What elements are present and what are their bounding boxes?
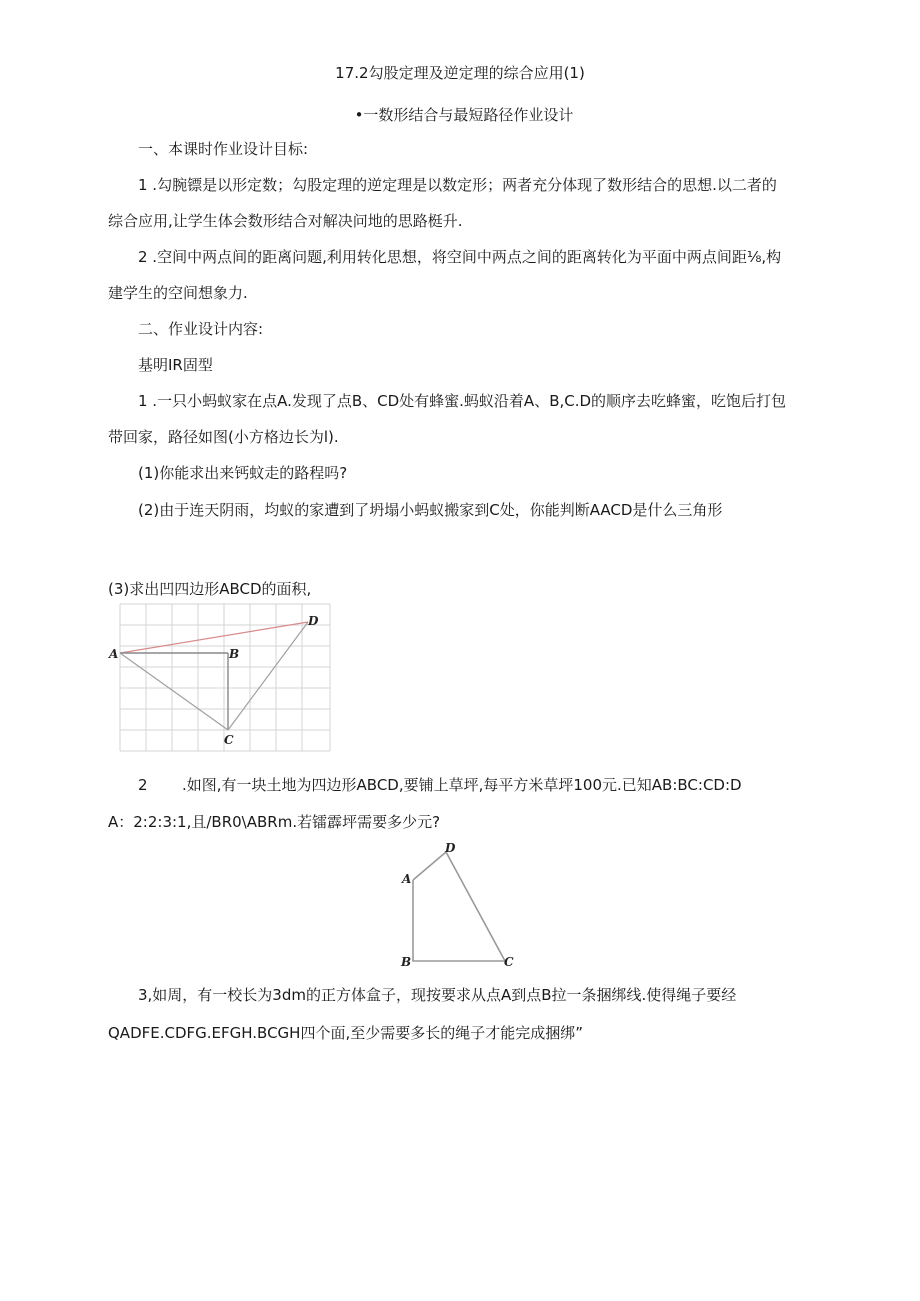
figure1-grid-lines [120,604,330,751]
q1-line2: 带回家，路径如图(小方格边长为l). [108,428,339,446]
goal1-line1: 1 .勾腕镖是以形定数；勾股定理的逆定理是以数定形；两者充分体现了数形结合的思想.以二者的 [138,176,777,194]
figure1-segment-ac [120,653,228,730]
section1-heading: 一、本课时作业设计目标: [138,140,309,158]
figure1-grid-path [108,598,340,758]
q2-line1: .如图,有一块土地为四边形ABCD,要铺上草坪,每平方米草坪100元.已知AB:BC:CD:D [182,776,742,794]
goal2-line2: 建学生的空间想象力. [108,284,248,302]
figure1-label-b: B [229,647,240,661]
figure2-quadrilateral [398,840,526,970]
figure1-label-c: C [224,733,234,747]
q2-line2: A：2:2:3:1,且/BR0\ABRm.若镭霹坪需要多少元? [108,813,441,831]
figure1-segment-cd [228,622,308,730]
figure2-label-d: D [445,841,456,855]
q1-part3: (3)求出凹四边形ABCD的面积, [108,580,312,598]
goal1-line2: 综合应用,让学生体会数形结合对解决问地的思路梃升. [108,212,463,230]
figure1-label-d: D [308,614,319,628]
goal2-line1: 2 .空间中两点间的距离问题,利用转化思想，将空间中两点之间的距离转化为平面中两点间距⅛,构 [138,248,782,266]
q1-line1: 1 .一只小蚂蚁家在点A.发现了点B、CD处有蜂蜜.蚂蚁沿着A、B,C.D的顺序去吃蜂蜜，吃饱后打包 [138,392,787,410]
figure2-label-c: C [504,955,514,969]
figure1-segment-ad [120,622,308,653]
q1-part2: (2)由于连天阴雨，均蚁的家遭到了坍塌小蚂蚁搬家到C处，你能判断AACD是什么三角形 [138,501,723,519]
q2-number: 2 [138,776,148,794]
q1-part1: (1)你能求出来钙蚊走的路程吗? [138,464,348,482]
q3-line2: QADFE.CDFG.EFGH.BCGH四个面,至少需要多长的绳子才能完成捆绑” [108,1024,583,1042]
figure2-label-b: B [401,955,412,969]
figure2-label-a: A [402,872,412,886]
document-title: 17.2勾股定理及逆定理的综合应用(1) [335,64,585,82]
figure2-outline [413,852,505,961]
q3-line1: 3,如周，有一校长为3dm的正方体盒子，现按要求从点A到点B拉一条捆绑线.使得绳子要经 [138,986,737,1004]
section2-subheading: 基明IR固型 [138,356,213,374]
section2-heading: 二、作业设计内容: [138,320,264,338]
document-subtitle: •一数形结合与最短路径作业设计 [354,106,574,124]
figure1-label-a: A [109,647,119,661]
